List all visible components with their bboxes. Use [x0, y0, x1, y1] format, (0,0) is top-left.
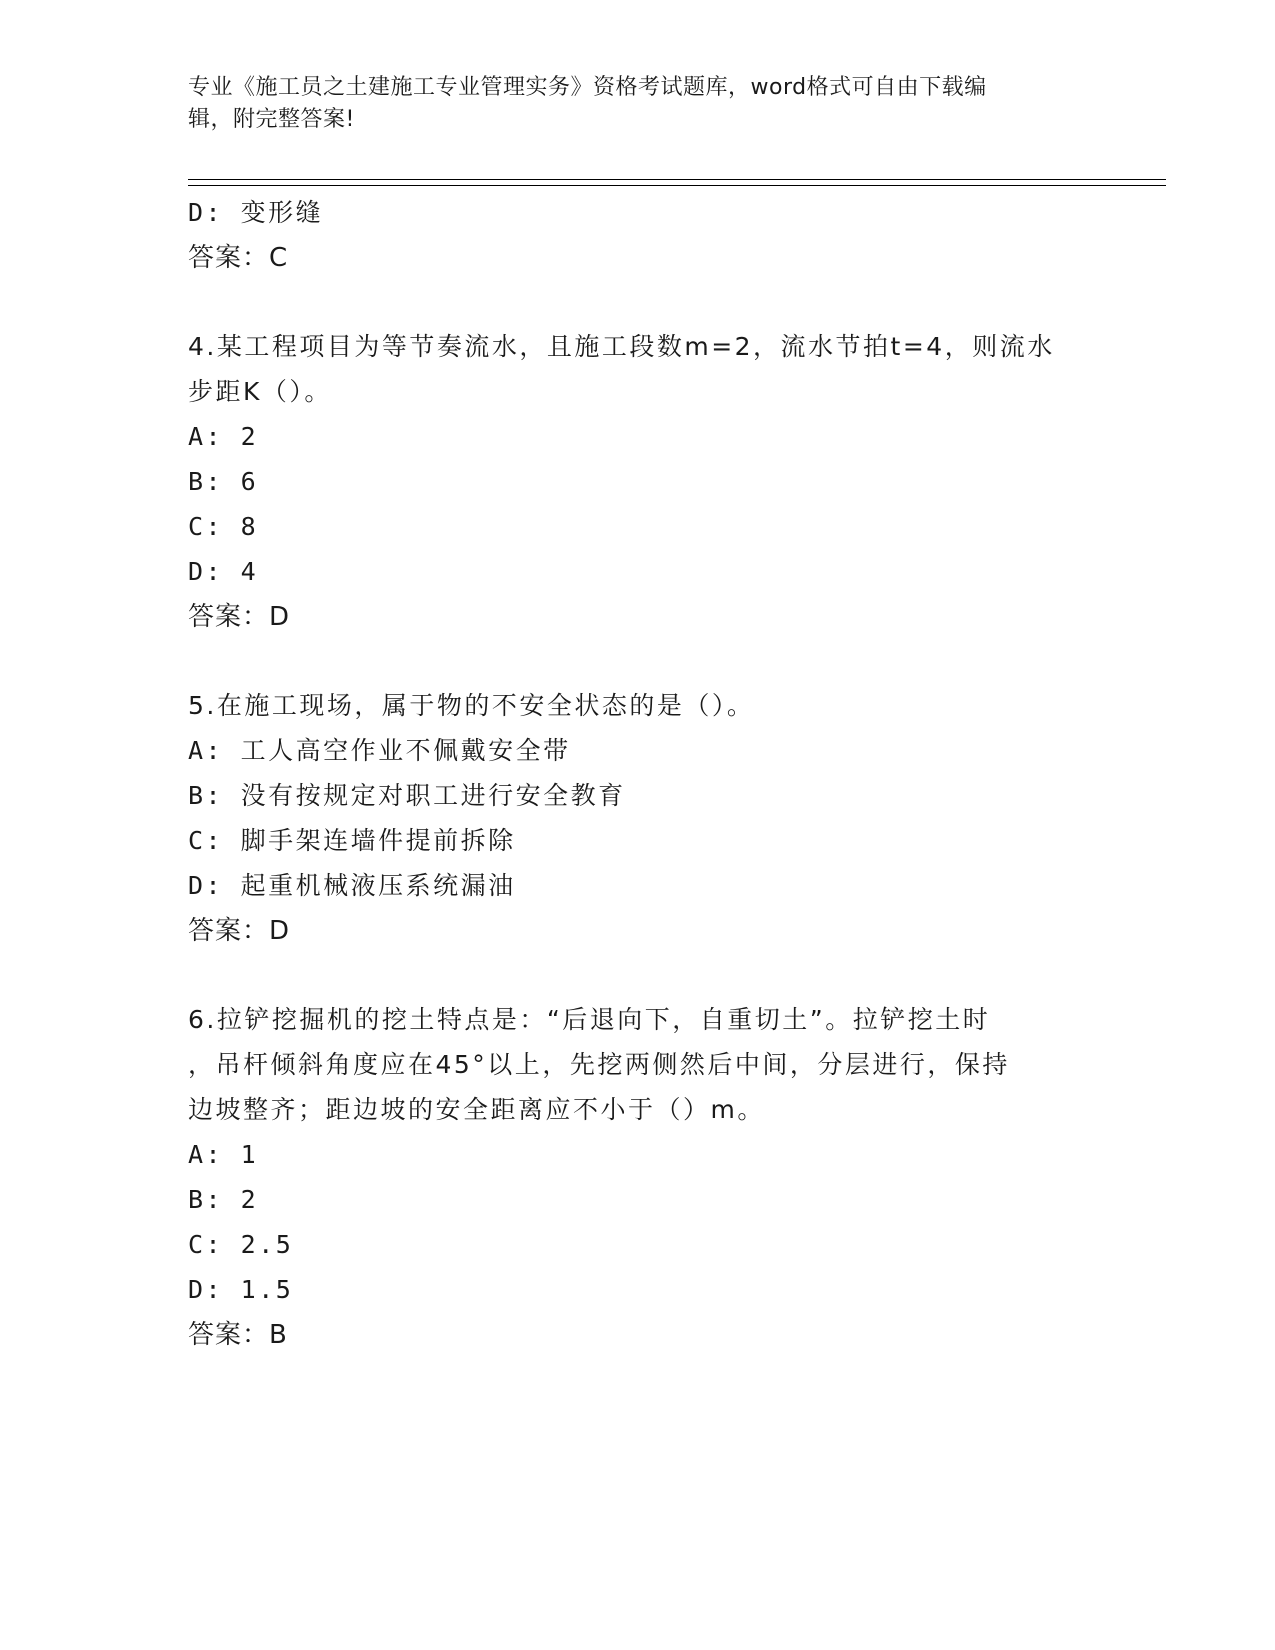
option-a: A: 1 — [188, 1140, 259, 1169]
spacer — [188, 281, 1088, 324]
answer-label: 答案：D — [188, 602, 291, 632]
question-fragment — [188, 190, 1088, 281]
answer-label: 答案：B — [188, 1320, 288, 1350]
option-b: B: 没有按规定对职工进行安全教育 — [188, 781, 626, 810]
option-c: C: 脚手架连墙件提前拆除 — [188, 826, 516, 855]
spacer — [188, 954, 1088, 997]
header-rule-top — [188, 179, 1166, 180]
question-text-line: 6.拉铲挖掘机的挖土特点是：“后退向下，自重切土”。拉铲挖土时 — [188, 1005, 991, 1034]
answer-label: 答案：D — [188, 916, 291, 946]
answer-label: 答案：C — [188, 243, 289, 273]
option-d: D: 起重机械液压系统漏油 — [188, 871, 516, 900]
spacer — [188, 640, 1088, 683]
document-header — [188, 72, 1088, 136]
option-c: C: 8 — [188, 512, 259, 541]
header-rule-bottom — [188, 185, 1166, 186]
option-a: A: 2 — [188, 422, 259, 451]
option-d: D: 4 — [188, 557, 259, 586]
question-text-line: 步距K（）。 — [188, 377, 332, 406]
question-4 — [188, 324, 1088, 640]
option-d: D: 1.5 — [188, 1275, 294, 1304]
question-content — [188, 190, 1088, 1358]
question-text-line: 边坡整齐；距边坡的安全距离应不小于（）m。 — [188, 1095, 765, 1124]
header-line-1: 专业《施工员之土建施工专业管理实务》资格考试题库，word格式可自由下载编 — [188, 75, 987, 100]
option-b: B: 6 — [188, 467, 259, 496]
question-text-line: ，吊杆倾斜角度应在45°以上，先挖两侧然后中间，分层进行，保持 — [188, 1050, 1010, 1079]
option-c: C: 2.5 — [188, 1230, 294, 1259]
question-text-line: 5.在施工现场，属于物的不安全状态的是（）。 — [188, 691, 755, 720]
option-b: B: 2 — [188, 1185, 259, 1214]
option-d: D: 变形缝 — [188, 198, 324, 227]
question-6 — [188, 997, 1088, 1358]
question-5 — [188, 683, 1088, 954]
option-a: A: 工人高空作业不佩戴安全带 — [188, 736, 571, 765]
header-line-2: 辑，附完整答案! — [188, 107, 355, 132]
question-text-line: 4.某工程项目为等节奏流水，且施工段数m=2，流水节拍t=4，则流水 — [188, 332, 1055, 361]
